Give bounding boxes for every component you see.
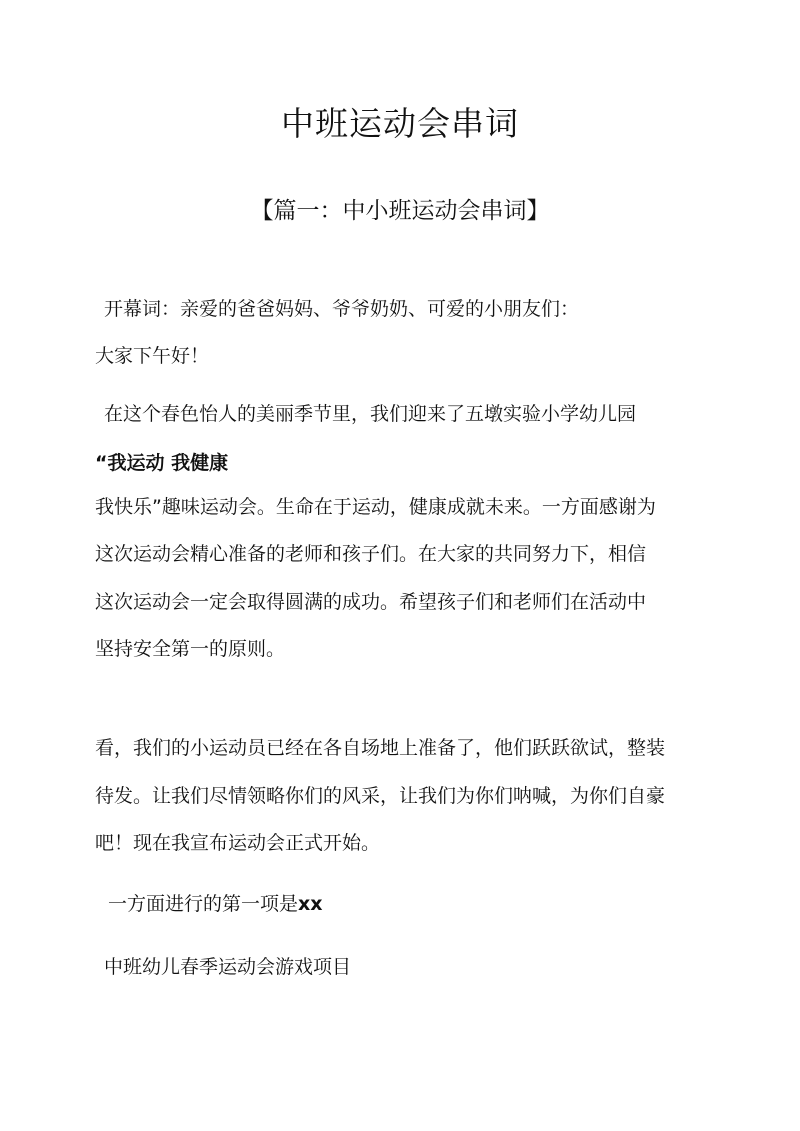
document-subtitle: 【篇一：中小班运动会串词】 <box>250 198 550 224</box>
program-item-text: 一方面进行的第一项是 <box>108 893 299 915</box>
paragraph-line: 这次运动会一定会取得圆满的成功。希望孩子们和老师们在活动中 <box>95 591 647 613</box>
paragraph-line: 我快乐”趣味运动会。生命在于运动，健康成就未来。一方面感谢为 <box>95 496 656 518</box>
paragraph-line <box>108 891 323 917</box>
document-title: 中班运动会串词 <box>281 104 519 143</box>
paragraph-line: 待发。让我们尽情领略你们的风采，让我们为你们呐喊，为你们自豪 <box>95 785 666 807</box>
paragraph-line: 这次运动会精心准备的老师和孩子们。在大家的共同努力下，相信 <box>95 543 647 565</box>
paragraph-line: 坚持安全第一的原则。 <box>95 638 286 660</box>
program-item-placeholder: xx <box>298 893 323 915</box>
paragraph-line: 在这个春色怡人的美丽季节里，我们迎来了五墩实验小学幼儿园 <box>104 403 637 425</box>
paragraph-line: 开幕词：亲爱的爸爸妈妈、爷爷奶奶、可爱的小朋友们： <box>104 298 580 320</box>
paragraph-line: 中班幼儿春季运动会游戏项目 <box>104 956 352 978</box>
paragraph-line: 吧！现在我宣布运动会正式开始。 <box>95 832 381 854</box>
paragraph-line: 大家下午好！ <box>95 345 210 367</box>
paragraph-line: 看，我们的小运动员已经在各自场地上准备了，他们跃跃欲试，整装 <box>95 737 666 759</box>
paragraph-line: “我运动 我健康 <box>95 452 229 474</box>
